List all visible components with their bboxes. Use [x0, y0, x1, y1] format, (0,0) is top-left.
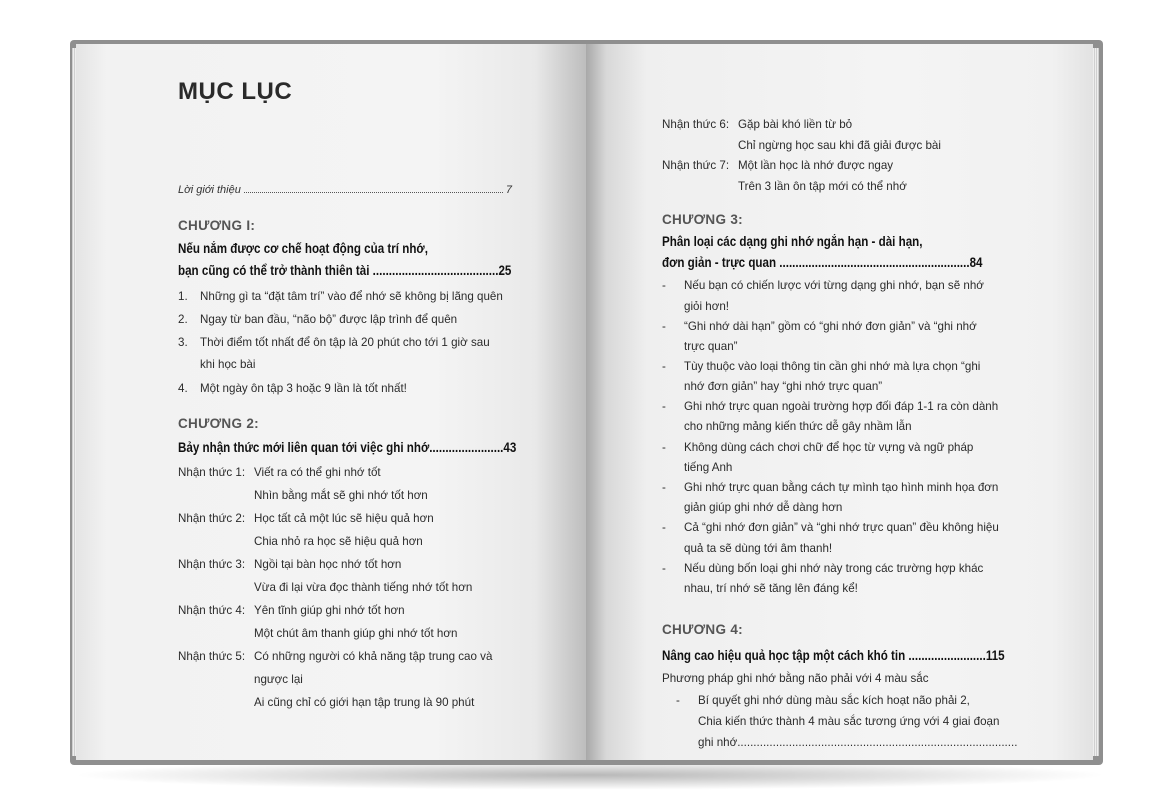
toc-item: - Cả “ghi nhớ đơn giản” và “ghi nhớ trực quan” đều không hiệu: [662, 521, 999, 534]
toc-item: nhau, trí nhớ sẽ tăng lên đáng kể!: [684, 582, 858, 595]
toc-item: cho những mảng kiến thức dễ gây nhầm lẫn: [684, 420, 912, 433]
toc-item: Một chút âm thanh giúp ghi nhớ tốt hơn: [254, 627, 458, 640]
toc-item: giỏi hơn!: [684, 300, 729, 313]
chapter-1-title-line1: Nếu nắm được cơ chế hoạt động của trí nhớ,: [178, 241, 428, 256]
toc-item: Nhìn bằng mắt sẽ ghi nhớ tốt hơn: [254, 489, 428, 502]
dot-leader: [244, 184, 503, 193]
toc-item: khi học bài: [200, 358, 256, 371]
toc-item: Chia nhỏ ra học sẽ hiệu quả hơn: [254, 535, 423, 548]
intro-page: 7: [505, 184, 512, 196]
toc-title: MỤC LỤC: [178, 78, 293, 105]
chapter-3-label: CHƯƠNG 3:: [662, 212, 743, 227]
chapter-4-subtitle: Phương pháp ghi nhớ bằng não phải với 4 màu sắc: [662, 672, 929, 685]
toc-item: - Ghi nhớ trực quan ngoài trường hợp đối đáp 1-1 ra còn dành: [662, 400, 999, 413]
toc-entry-intro: [178, 184, 512, 196]
left-page: [76, 44, 586, 760]
toc-item: Chia kiến thức thành 4 màu sắc tương ứng với 4 giai đoạn: [698, 715, 1000, 728]
intro-label: Lời giới thiệu: [178, 184, 241, 196]
toc-item: Nhận thức 4: Yên tĩnh giúp ghi nhớ tốt hơn: [178, 604, 405, 617]
toc-item: Nhận thức 7: Một lần học là nhớ được ngay: [662, 159, 894, 172]
page-edge-right: [1093, 48, 1099, 756]
chapter-3-title-line1: Phân loại các dạng ghi nhớ ngắn hạn - dài hạn,: [662, 234, 923, 249]
toc-item: - “Ghi nhớ dài hạn” gồm có “ghi nhớ đơn giản” và “ghi nhớ: [662, 320, 977, 333]
toc-item: - Không dùng cách chơi chữ để học từ vựng và ngữ pháp: [662, 441, 974, 454]
chapter-1-label: CHƯƠNG I:: [178, 218, 256, 233]
toc-item: 4. Một ngày ôn tập 3 hoặc 9 lần là tốt nhất!: [178, 382, 407, 395]
toc-item: Chỉ ngừng học sau khi đã giải được bài: [738, 139, 941, 152]
right-page: [586, 44, 1093, 760]
toc-item: - Tùy thuộc vào loại thông tin cần ghi nhớ mà lựa chọn “ghi: [662, 360, 981, 373]
toc-item: nhớ đơn giản” hay “ghi nhớ trực quan”: [684, 380, 883, 393]
toc-item: Vừa đi lại vừa đọc thành tiếng nhớ tốt hơn: [254, 581, 473, 594]
toc-item: Nhận thức 3: Ngồi tại bàn học nhớ tốt hơn: [178, 558, 402, 571]
toc-item: quả ta sẽ dùng tới âm thanh!: [684, 542, 833, 555]
chapter-3-title-line2: đơn giản - trực quan ...........................................................84: [662, 255, 983, 270]
toc-item: Nhận thức 6: Gặp bài khó liền từ bỏ: [662, 118, 853, 131]
toc-item: Ai cũng chỉ có giới hạn tập trung là 90 phút: [254, 696, 475, 709]
toc-item: - Bí quyết ghi nhớ dùng màu sắc kích hoạt não phải 2,: [676, 694, 970, 707]
toc-item: ngược lại: [254, 673, 303, 686]
toc-item: Nhận thức 1: Viết ra có thể ghi nhớ tốt: [178, 466, 381, 479]
toc-item: - Ghi nhớ trực quan bằng cách tự mình tạo hình minh họa đơn: [662, 481, 999, 494]
toc-item: Trên 3 lần ôn tập mới có thể nhớ: [738, 180, 907, 193]
chapter-2-label: CHƯƠNG 2:: [178, 416, 259, 431]
toc-item: Nhận thức 2: Học tất cả một lúc sẽ hiệu quả hơn: [178, 512, 434, 525]
toc-item: ghi nhớ.......................................................................................: [698, 736, 1018, 749]
toc-item: 3. Thời điểm tốt nhất để ôn tập là 20 phút cho tới 1 giờ sau: [178, 336, 490, 349]
chapter-2-title: Bảy nhận thức mới liên quan tới việc ghi nhớ.......................43: [178, 440, 517, 455]
toc-item: 1. Những gì ta “đặt tâm trí” vào để nhớ sẽ không bị lãng quên: [178, 290, 503, 303]
chapter-4-title: Nâng cao hiệu quả học tập một cách khó tin ........................115: [662, 648, 1005, 663]
chapter-4-label: CHƯƠNG 4:: [662, 622, 743, 637]
toc-item: 2. Ngay từ ban đầu, “não bộ” được lập trình để quên: [178, 313, 458, 326]
toc-item: - Nếu bạn có chiến lược với từng dạng ghi nhớ, bạn sẽ nhớ: [662, 279, 984, 292]
toc-item: tiếng Anh: [684, 461, 733, 474]
chapter-1-title-line2: bạn cũng có thể trở thành thiên tài .......................................25: [178, 263, 512, 278]
toc-item: Nhận thức 5: Có những người có khả năng tập trung cao và: [178, 650, 493, 663]
toc-item: trực quan”: [684, 340, 738, 353]
toc-item: - Nếu dùng bốn loại ghi nhớ này trong các trường hợp khác: [662, 562, 984, 575]
toc-item: giản giúp ghi nhớ dễ dàng hơn: [684, 501, 843, 514]
